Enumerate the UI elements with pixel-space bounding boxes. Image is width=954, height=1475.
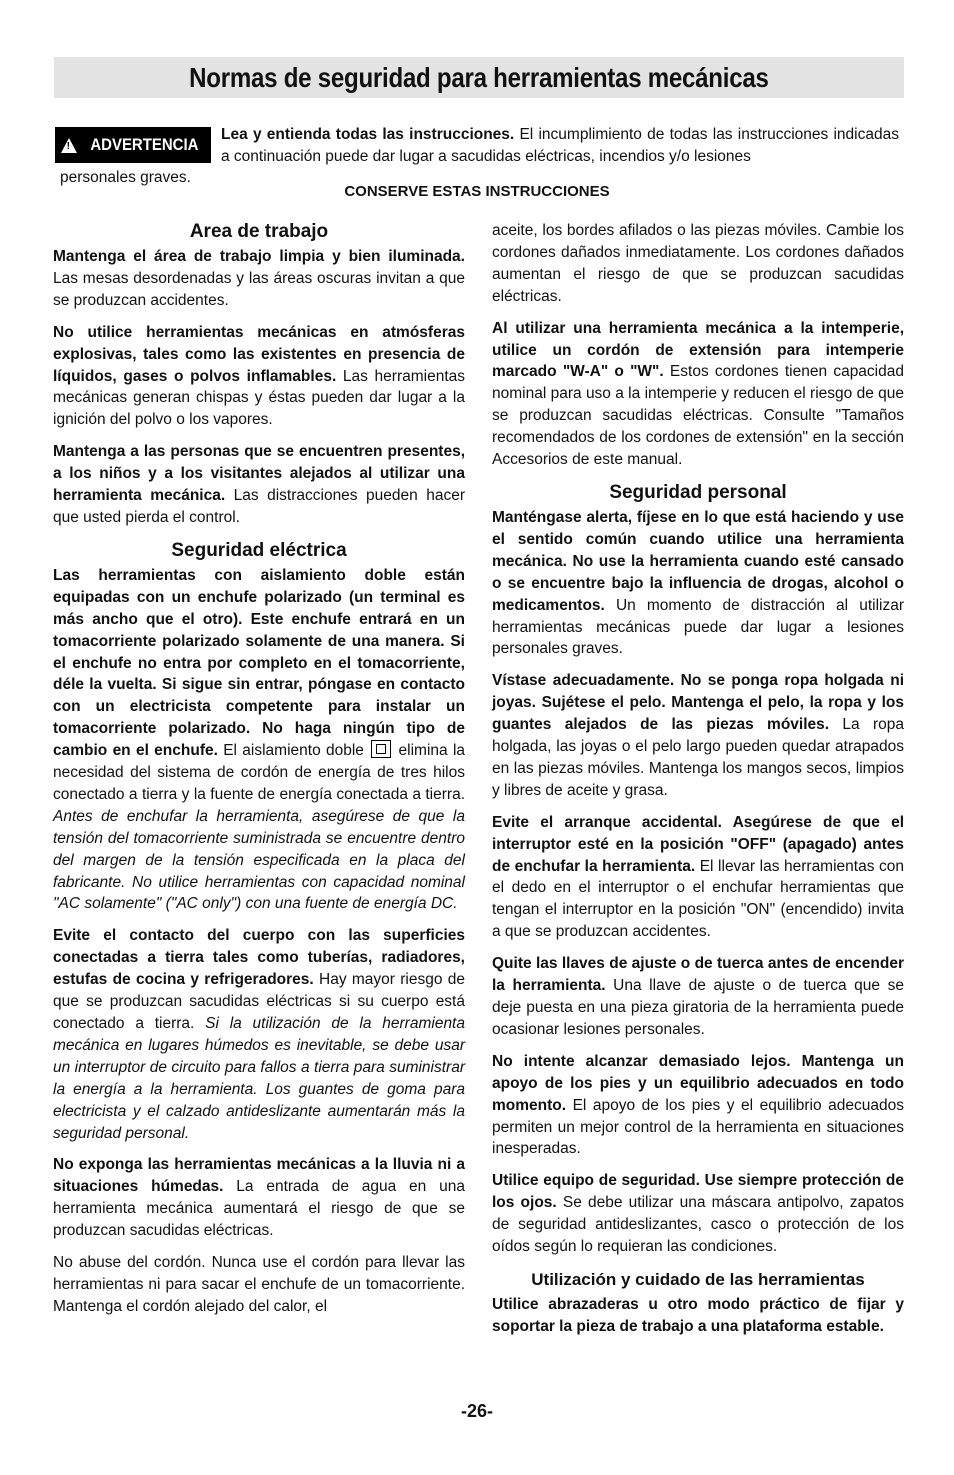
para-text: elimina la necesidad del sistema de cordón de energía de tres hilos conectado a tierra y la fuente de energía conectada a tierra. <box>53 742 466 803</box>
intro-bold: Lea y entienda todas las instrucciones. <box>221 126 515 143</box>
right-column <box>492 220 904 1348</box>
para-bold: Mantenga a las personas que se encuentren presentes, a los niños y a los visitantes alejados al utilizar una herramienta mecánica. <box>53 443 465 505</box>
para-bold: Utilice abrazaderas u otro modo práctico de fijar y soportar la pieza de trabajo a una plataforma estable. <box>492 1295 904 1335</box>
para-bold: Evite el arranque accidental. Asegúrese de que el interruptor esté en la posición "OFF" (apagado) antes de enchufar la herramienta. <box>492 813 904 875</box>
paragraph <box>492 812 904 943</box>
double-insulation-icon <box>371 740 391 758</box>
intro-text: El incumplimiento de todas las instrucciones indicadas a continuación puede dar lugar a sacudidas eléctricas, incendios y/o lesiones <box>221 126 899 165</box>
warning-intro <box>221 124 899 168</box>
warning-intro-cont: personales graves. <box>60 169 191 186</box>
title-bar <box>54 57 904 98</box>
heading-seguridad-electrica: Seguridad eléctrica <box>171 539 347 561</box>
heading-seguridad-personal: Seguridad personal <box>609 481 787 503</box>
para-text: El apoyo de los pies y el equilibrio adecuados permiten un mejor control de la herramienta en situaciones inesperadas. <box>492 1096 904 1158</box>
para-text: Las mesas desordenadas y las áreas oscuras invitan a que se produzcan accidentes. <box>53 269 465 309</box>
para-italic: Antes de enchufar la herramienta, asegúrese de que la tensión del tomacorriente suministrada se encuentre dentro del margen de la tensión especificada en la placa del fabricante. No utilice herramientas con capacidad nominal "AC solamente" ("AC only") con una fuente de energía DC. <box>53 807 465 913</box>
paragraph <box>492 507 904 660</box>
para-bold: No exponga las herramientas mecánicas a la lluvia ni a situaciones húmedas. <box>53 1156 465 1196</box>
paragraph <box>53 322 465 432</box>
paragraph <box>492 1051 904 1161</box>
para-bold: Quite las llaves de ajuste o de tuerca antes de encender la herramienta. <box>492 955 904 995</box>
paragraph <box>492 953 904 1041</box>
paragraph <box>53 565 465 916</box>
para-text: aceite, los bordes afilados o las piezas móviles. Cambie los cordones dañados inmediatamente. Los cordones dañados aumentan el riesgo de que se produzcan sacudidas eléctricas. <box>492 222 904 305</box>
para-text: Hay mayor riesgo de que se produzcan sacudidas eléctricas si su cuerpo está conectado a tierra. <box>53 971 465 1032</box>
heading-area-trabajo: Area de trabajo <box>189 221 329 242</box>
left-column <box>53 220 465 1328</box>
para-text: Estos cordones tienen capacidad nominal para uso a la intemperie y reducen el riesgo de que se produzcan sacudidas eléctricas. Consulte "Tamaños recomendados de los cordones de extensión" en la sección Accesorios de este manual. <box>492 363 904 469</box>
paragraph <box>53 925 465 1144</box>
paragraph <box>53 1154 465 1242</box>
para-bold: Las herramientas con aislamiento doble están equipadas con un enchufe polarizado (un terminal es más ancho que el otro). Este enchufe entrará en un tomacorriente polarizado solamente de una manera. Si el enchufe no entra por completo en el tomacorriente, déle la vuelta. Si sigue sin entrar, póngase en contacto con un electricista competente para instalar un tomacorriente polarizado. No haga ningún tipo de cambio en el enchufe. <box>53 566 465 760</box>
para-text: El aislamiento doble <box>217 742 364 760</box>
warning-badge-label: ADVERTENCIA <box>89 135 199 154</box>
paragraph <box>53 1252 465 1318</box>
para-bold: Utilice equipo de seguridad. Use siempre protección de los ojos. <box>492 1172 904 1212</box>
para-text: Un momento de distracción al utilizar herramientas mecánicas puede dar lugar a lesiones personales graves. <box>492 596 904 658</box>
para-bold: Vístase adecuadamente. No se ponga ropa holgada ni joyas. Sujétese el pelo. Mantenga el pelo, la ropa y los guantes alejados de las piezas móviles. <box>492 672 904 734</box>
para-text: Se debe utilizar una máscara antipolvo, zapatos de seguridad antideslizantes, casco o protección de los oídos según lo requieran las condiciones. <box>492 1194 905 1256</box>
para-text: Una llave de ajuste o de tuerca que se deje puesta en una pieza giratoria de la herramienta puede ocasionar lesiones personales. <box>492 977 904 1038</box>
paragraph <box>492 318 904 471</box>
para-text: La entrada de agua en una herramienta mecánica aumentará el riesgo de que se produzcan sacudidas eléctricas. <box>53 1178 465 1240</box>
para-text: La ropa holgada, las joyas o el pelo largo pueden quedar atrapados en las piezas móviles. Mantenga los mangos secos, limpios y libres de aceite y grasa. <box>492 716 904 799</box>
conserve-heading: CONSERVE ESTAS INSTRUCCIONES <box>344 183 610 200</box>
warning-icon: ! <box>61 138 77 153</box>
warning-badge <box>55 127 211 163</box>
paragraph <box>492 670 904 801</box>
paragraph <box>492 220 904 308</box>
para-bold: Manténgase alerta, fíjese en lo que está haciendo y use el sentido común cuando utilice una herramienta mecánica. No use la herramienta cuando esté cansado o se encuentre bajo la influencia de drogas, alcohol o medicamentos. <box>492 508 904 614</box>
para-bold: Al utilizar una herramienta mecánica a la intemperie, utilice un cordón de extensión para intemperie marcado "W-A" o "W". <box>492 319 904 381</box>
page-title: Normas de seguridad para herramientas mecánicas <box>189 61 769 93</box>
paragraph <box>53 441 465 529</box>
paragraph <box>492 1294 904 1338</box>
para-text: Las herramientas mecánicas generan chispas y éstas pueden dar lugar a la ignición del polvo o los vapores. <box>53 367 466 429</box>
heading-utilizacion: Utilización y cuidado de las herramientas <box>531 1269 865 1289</box>
paragraph <box>53 246 465 312</box>
page-number: -26- <box>460 1401 493 1421</box>
para-bold: Evite el contacto del cuerpo con las superficies conectadas a tierra tales como tuberías, radiadores, estufas de cocina y refrigeradores. <box>53 927 465 989</box>
para-text: El llevar las herramientas con el dedo en el interruptor o el enchufar herramientas que tengan el interruptor en la posición "ON" (encendido) invita a que se produzcan accidentes. <box>492 857 904 941</box>
para-text: Las distracciones pueden hacer que usted pierda el control. <box>53 487 465 526</box>
para-bold: No intente alcanzar demasiado lejos. Mantenga un apoyo de los pies y un equilibrio adecuados en todo momento. <box>492 1052 904 1114</box>
para-bold: Mantenga el área de trabajo limpia y bien iluminada. <box>53 248 465 265</box>
para-italic: Si la utilización de la herramienta mecánica en lugares húmedos es inevitable, se debe usar un interruptor de circuito para fallos a tierra para suministrar la energía a la herramienta. Los guantes de goma para electricista y el calzado antideslizante aumentarán más la seguridad personal. <box>53 1015 465 1142</box>
para-text: No abuse del cordón. Nunca use el cordón para llevar las herramientas ni para sacar el enchufe de un tomacorriente. Mantenga el cordón alejado del calor, el <box>53 1254 465 1315</box>
para-bold: No utilice herramientas mecánicas en atmósferas explosivas, tales como las existentes en presencia de líquidos, gases o polvos inflamables. <box>53 323 465 385</box>
paragraph <box>492 1170 904 1258</box>
